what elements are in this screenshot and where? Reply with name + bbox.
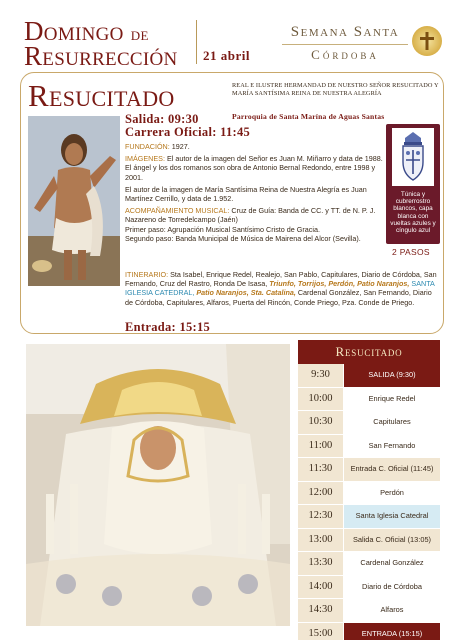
row-time: 12:30 <box>298 505 344 528</box>
title-de: de <box>130 24 149 44</box>
itinerary-label: ITINERARIO: <box>125 270 169 279</box>
cross-icon <box>412 26 442 56</box>
row-place: Diario de Córdoba <box>344 576 440 599</box>
row-time: 13:30 <box>298 552 344 575</box>
table-row <box>298 576 440 600</box>
row-place: Perdón <box>344 482 440 505</box>
row-place: San Fernando <box>344 435 440 458</box>
imagenes-label: IMÁGENES: <box>125 154 165 164</box>
title-line-2: Resurrección <box>24 41 178 71</box>
title-line-1: Domingo <box>24 16 124 46</box>
segundo-paso: Segundo paso: Banda Municipal de Música de Mairena del Alcor (Sevilla). <box>125 233 361 243</box>
header-divider <box>196 20 197 64</box>
virgen-photo <box>26 344 290 626</box>
fundacion-value: 1927. <box>171 142 190 151</box>
table-row <box>298 458 440 482</box>
primer-paso: Primer paso: Agrupación Musical Santísimo Cristo de Gracia. <box>125 224 320 234</box>
row-place: ENTRADA (15:15) <box>344 623 440 640</box>
info-text <box>125 142 385 246</box>
table-row <box>298 364 440 388</box>
tunica-box <box>386 124 440 244</box>
row-place: SALIDA (9:30) <box>344 364 440 387</box>
itinerary <box>125 270 439 307</box>
schedule-table <box>298 340 440 640</box>
row-time: 9:30 <box>298 364 344 387</box>
pasos-count: 2 PASOS <box>392 247 430 257</box>
table-row <box>298 529 440 553</box>
brotherhood-name: Resucitado <box>28 78 175 113</box>
itinerary-highlight-2: Patio Naranjos, Sta. Catalina, <box>196 288 296 298</box>
entrada-time: Entrada: 15:15 <box>125 320 211 334</box>
row-time: 10:00 <box>298 388 344 411</box>
page-title <box>24 16 204 71</box>
itinerary-highlight-1: Triunfo, Torrijos, Perdón, Patio Naranjos, <box>269 279 410 289</box>
acompanamiento <box>125 206 385 224</box>
carrera-oficial-time: Carrera Oficial: 11:45 <box>125 125 251 139</box>
parroquia: Parroquia de Santa Marína de Aguas Santas <box>232 112 385 121</box>
brotherhood-full-name: REAL E ILUSTRE HERMANDAD DE NUESTRO SEÑOR RESUCITADO Y MARÍA SANTÍSIMA REINA DE NUESTRA ALEGRÍA <box>232 82 439 97</box>
row-time: 10:30 <box>298 411 344 434</box>
fundacion <box>125 142 385 151</box>
resucitado-photo <box>28 116 120 286</box>
row-time: 15:00 <box>298 623 344 640</box>
acompanamiento-value: Cruz de Guía: Banda de CC. y TT. de N. P. J. Nazareno de Torredelcampo (Jaén) <box>125 206 376 225</box>
itinerary-catedral: SANTA IGLESIA CATEDRAL, <box>125 279 435 298</box>
table-row <box>298 623 440 640</box>
row-time: 11:00 <box>298 435 344 458</box>
tunica-text: Túnica y cubrerrostro blancos, capa blanca con vueltas azules y cíngulo azul <box>390 191 436 235</box>
row-time: 14:30 <box>298 599 344 622</box>
itinerary-part-2: Cardenal González, San Fernando, Diario de Córdoba, Capitulares, Alfaros, Puerta del Rincón, Conde Priego, Pza. Conde de Priego. <box>125 288 432 307</box>
table-row <box>298 482 440 506</box>
salida-time: Salida: 09:30 <box>125 112 199 126</box>
imagenes-2: El autor de la imagen de María Santísima Reina de Nuestra Alegría es Juan Martínez Cerrillo, y data de 1.952. <box>125 184 367 204</box>
brand-line-2: Córdoba <box>311 47 379 62</box>
row-time: 14:00 <box>298 576 344 599</box>
acompanamiento-label: ACOMPAÑAMIENTO MUSICAL: <box>125 206 230 216</box>
table-row <box>298 388 440 412</box>
itinerary-part-1: Sta Isabel, Enrique Redel, Realejo, San Pablo, Capitulares, Diario de Córdoba, San Fernando, Cruz del Rastro, Ronda De Isasa, <box>125 270 437 289</box>
coat-of-arms-icon <box>392 128 434 186</box>
row-time: 13:00 <box>298 529 344 552</box>
table-row <box>298 505 440 529</box>
row-place: Salida C. Oficial (13:05) <box>344 529 440 552</box>
row-place: Santa Iglesia Catedral <box>344 505 440 528</box>
brand-divider <box>282 44 408 45</box>
row-time: 12:00 <box>298 482 344 505</box>
header-date: 21 abril <box>203 48 250 63</box>
table-row <box>298 552 440 576</box>
row-time: 11:30 <box>298 458 344 481</box>
table-row <box>298 599 440 623</box>
imagenes-value: El autor de la imagen del Señor es Juan M. Miñarro y data de 1988. El ángel y los dos romanos son obra de Antonio Bernal Redondo, entre 1998 y 2001. <box>125 154 383 182</box>
fundacion-label: FUNDACIÓN: <box>125 142 170 151</box>
brand-line-1: Semana Santa <box>290 24 400 40</box>
imagenes <box>125 154 385 182</box>
row-place: Cardenal González <box>344 552 440 575</box>
row-place: Entrada C. Oficial (11:45) <box>344 458 440 481</box>
table-row <box>298 411 440 435</box>
schedule-title: Resucitado <box>298 340 440 364</box>
table-row <box>298 435 440 459</box>
row-place: Capitulares <box>344 411 440 434</box>
row-place: Alfaros <box>344 599 440 622</box>
row-place: Enrique Redel <box>344 388 440 411</box>
